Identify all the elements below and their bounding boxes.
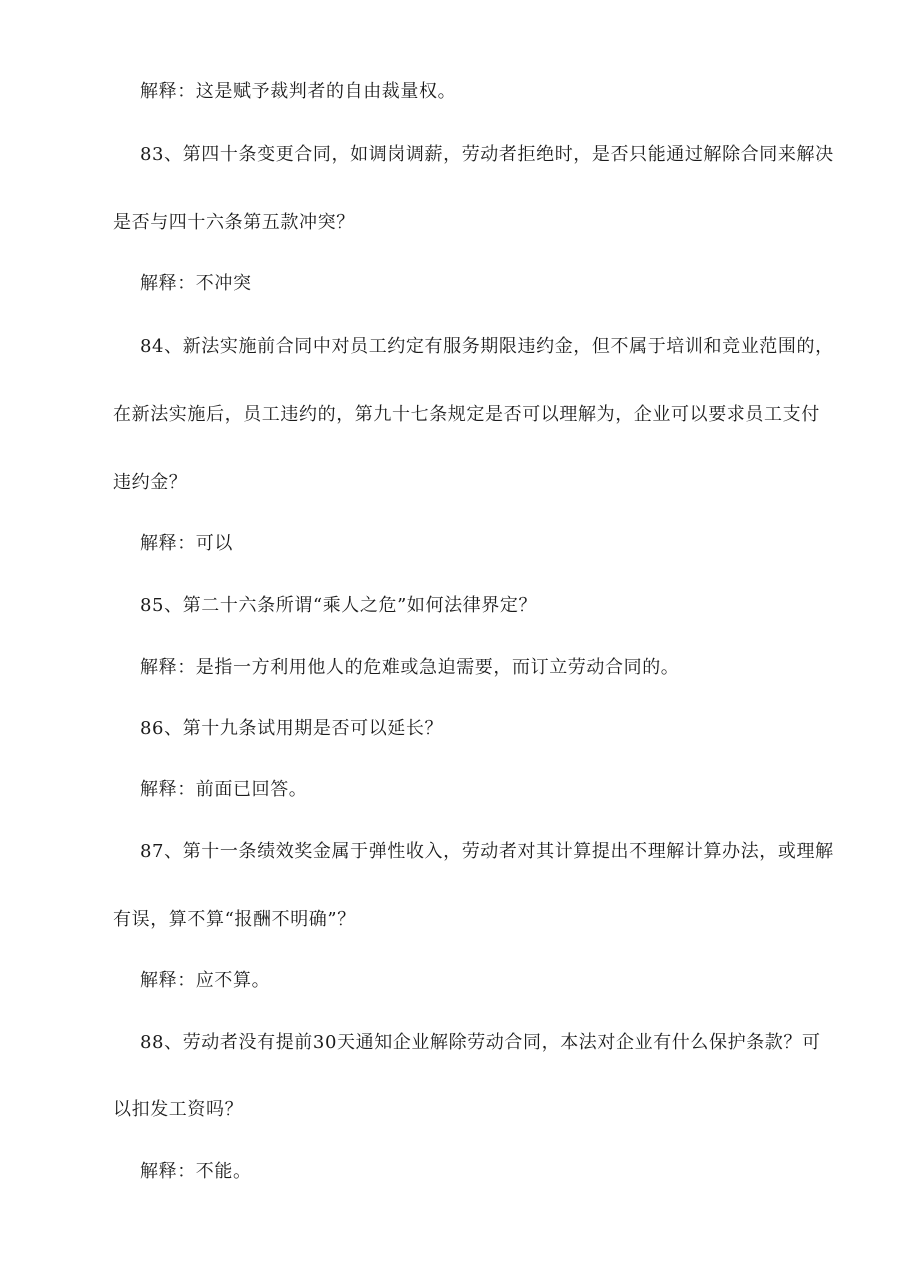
- answer-line: 解释：应不算。: [140, 970, 271, 991]
- answer-line: 解释：前面已回答。: [140, 779, 308, 800]
- answer-line: 解释：是指一方利用他人的危难或急迫需要，而订立劳动合同的。: [140, 657, 680, 678]
- question-line: 88、劳动者没有提前30天通知企业解除劳动合同，本法对企业有什么保护条款？可: [140, 1032, 821, 1053]
- question-line: 86、第十九条试用期是否可以延长？: [140, 718, 444, 739]
- answer-line: 解释：这是赋予裁判者的自由裁量权。: [140, 81, 457, 102]
- question-line: 87、第十一条绩效奖金属于弹性收入，劳动者对其计算提出不理解计算办法，或理解: [140, 841, 834, 862]
- question-line: 以扣发工资吗？: [113, 1099, 244, 1120]
- question-line: 是否与四十六条第五款冲突？: [113, 212, 355, 233]
- question-line: 85、第二十六条所谓“乘人之危”如何法律界定？: [140, 595, 538, 616]
- question-line: 84、新法实施前合同中对员工约定有服务期限违约金，但不属于培训和竞业范围的，: [140, 336, 834, 357]
- question-line: 在新法实施后，员工违约的，第九十七条规定是否可以理解为，企业可以要求员工支付: [113, 404, 820, 425]
- answer-line: 解释：可以: [140, 533, 233, 554]
- question-line: 83、第四十条变更合同，如调岗调薪，劳动者拒绝时，是否只能通过解除合同来解决: [140, 144, 834, 165]
- question-line: 违约金？: [113, 472, 188, 493]
- question-line: 有误，算不算“报酬不明确”？: [113, 909, 356, 930]
- answer-line: 解释：不冲突: [140, 273, 252, 294]
- answer-line: 解释：不能。: [140, 1161, 252, 1182]
